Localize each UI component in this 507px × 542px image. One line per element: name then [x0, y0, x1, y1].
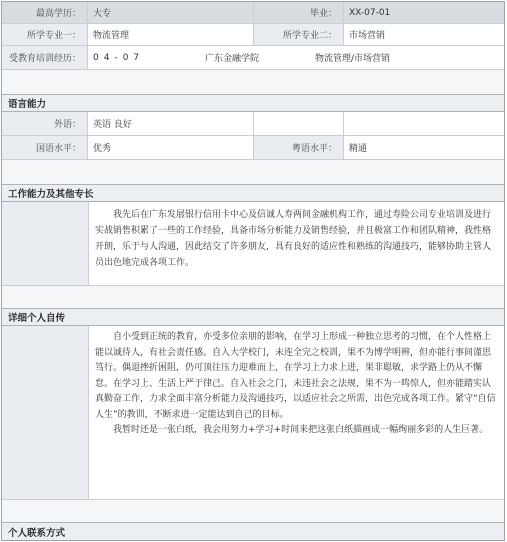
training-school: 广东金融学院 [205, 54, 260, 64]
graduation-label: 毕业： [254, 2, 344, 24]
self-eval-block [2, 326, 504, 500]
training-value [88, 46, 504, 70]
spacer-row [2, 70, 504, 95]
spacer-row [2, 286, 504, 309]
skills-block [2, 202, 504, 286]
empty-cell [344, 112, 504, 136]
self-eval-text [89, 326, 504, 499]
training-period: 04-07 [93, 52, 145, 63]
training-label: 受教育培训经历： [2, 46, 88, 70]
foreign-language-value: 英语 良好 [88, 112, 254, 136]
empty-cell [254, 112, 344, 136]
foreign-language-label: 外语： [2, 112, 88, 136]
major2-label: 所学专业二： [254, 24, 344, 46]
language-section-title: 语言能力 [2, 94, 504, 112]
skills-text [89, 202, 504, 285]
spacer-row [2, 500, 504, 523]
self-eval-left-cell [2, 326, 89, 499]
skills-section-title: 工作能力及其他专长 [2, 184, 504, 202]
resume-table [1, 1, 505, 541]
major2-value: 市场营销 [344, 24, 504, 46]
major1-value: 物流管理 [88, 24, 254, 46]
self-eval-paragraph-1: 自小受到正统的教育，亦受多位亲朋的影响，在学习上形成一种独立思考的习惯，在个人性格上能以诚待人，有社会责任感。自入大学校门，未连全完之校训，果不为博学明辨，但亦能行事间谨思笃行。偶退挫折困阻，仍可顶往压力迎难而上，在学习上力求上进，果非聪敏，求学路上仍从不懈怠。在学习上、生活上严于律己。自入社会之门，未违社会之法规，果不为一鸣惊人，但亦能踏实认真勤奋工作，力求全面丰富分析能力及沟通技巧，以适应社会之所需，出色完成各项工作。紧守“自信人生”的教训，不断求进一定能达到自己的目标。 [95, 332, 496, 420]
major-row [2, 24, 504, 46]
graduation-value: XX-07-01 [344, 2, 504, 24]
self-eval-paragraph-2: 我暂时还是一张白纸，我会用努力+学习+时间来把这张白纸描画成一幅绚丽多彩的人生巨著。 [113, 425, 489, 435]
training-row [2, 46, 504, 70]
cantonese-value: 精通 [344, 136, 504, 160]
mandarin-value: 优秀 [88, 136, 254, 160]
cantonese-label: 粤语水平： [254, 136, 344, 160]
major1-label: 所学专业一： [2, 24, 88, 46]
education-label: 最高学历： [2, 2, 88, 24]
education-value: 大专 [88, 2, 254, 24]
skills-left-cell [2, 202, 89, 285]
foreign-language-row [2, 112, 504, 136]
skills-paragraph: 我先后在广东发展银行信用卡中心及信诚人寿两间金融机构工作，通过寿险公司专业培训及进行实战销售积累了一些的工作经验，具备市场分析能力及销售经验，并且极富工作和团队精神，我性格开朗，乐于与人沟通，因此结交了许多朋友，具有良好的适应性和熟练的沟通技巧，能够协助主管人员出色地完成各项工作。 [95, 210, 492, 268]
education-row [2, 2, 504, 24]
training-major: 物流管理/市场营销 [315, 54, 391, 64]
contact-section-title: 个人联系方式 [2, 522, 504, 540]
mandarin-label: 国语水平： [2, 136, 88, 160]
self-eval-section-title: 详细个人自传 [2, 308, 504, 326]
spacer-row [2, 160, 504, 185]
dialect-row [2, 136, 504, 160]
